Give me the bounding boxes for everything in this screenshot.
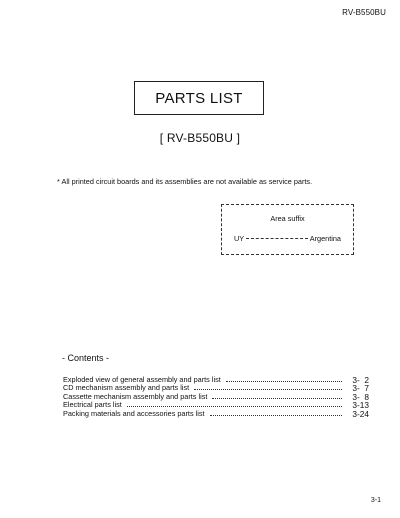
toc-item-cd-mechanism[interactable]: [63, 384, 369, 393]
toc-item-label: Exploded view of general assembly and parts list: [63, 374, 221, 384]
dot-leader: [127, 406, 342, 407]
toc-item-page: 3- 7: [352, 383, 369, 394]
area-suffix-box: [221, 204, 354, 255]
toc-item-page: 3- 2: [352, 374, 369, 385]
page-number: 3-1: [370, 497, 381, 504]
page-title: PARTS LIST: [155, 89, 243, 107]
area-suffix-row: [234, 234, 341, 243]
area-suffix-code: UY: [234, 234, 245, 243]
header-model-number: RV-B550BU: [342, 8, 386, 17]
toc-item-label: CD mechanism assembly and parts list: [63, 383, 190, 393]
area-suffix-title: Area suffix: [270, 214, 305, 223]
parts-list-title-box: [134, 81, 264, 115]
dot-leader: [212, 398, 342, 399]
model-subtitle: [ RV-B550BU ]: [159, 131, 241, 145]
area-suffix-region: Argentina: [309, 234, 341, 243]
service-parts-note: * All printed circuit boards and its assemblies are not available as service parts.: [57, 177, 313, 186]
dash-leader: [246, 238, 308, 239]
contents-title: - Contents -: [62, 353, 110, 363]
dot-leader: [194, 389, 342, 390]
dot-leader: [210, 415, 342, 416]
toc-item-label: Packing materials and accessories parts list: [63, 408, 205, 418]
toc-item-packing-materials[interactable]: [63, 409, 369, 418]
table-of-contents: [63, 375, 369, 418]
toc-item-page: 3-24: [352, 408, 369, 419]
toc-item-label: Cassette mechanism assembly and parts list: [63, 391, 208, 401]
toc-item-label: Electrical parts list: [63, 400, 122, 410]
toc-item-page: 3- 8: [352, 391, 369, 402]
dot-leader: [226, 381, 342, 382]
toc-item-page: 3-13: [352, 400, 369, 411]
